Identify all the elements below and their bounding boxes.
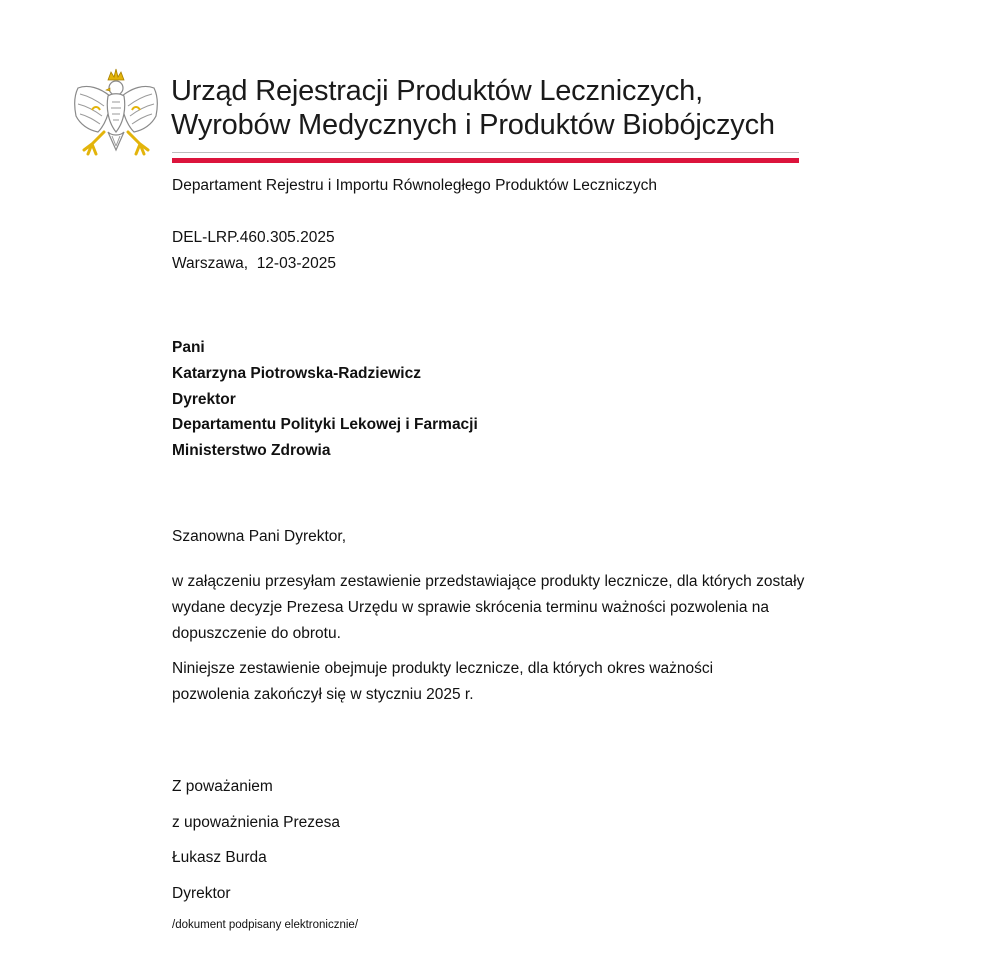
- reference-number: DEL-LRP.460.305.2025: [172, 229, 335, 246]
- header-red-rule: [172, 158, 799, 163]
- department-name: Departament Rejestru i Importu Równoległego Produktów Leczniczych: [172, 177, 658, 194]
- recipient-position: Dyrektor: [172, 391, 236, 408]
- electronic-signature-note: /dokument podpisany elektronicznie/: [172, 919, 359, 931]
- recipient-institution: Ministerstwo Zdrowia: [172, 442, 331, 459]
- organization-title-line1: Urząd Rejestracji Produktów Leczniczych,: [171, 75, 703, 107]
- letter-paragraph-1: w załączeniu przesyłam zestawienie przedstawiające produkty lecznicze, dla których zostały wydane decyzje Prezesa Urzędu w sprawie skrócenia terminu ważności pozwolenia na dopuszczenie do obrotu.: [172, 573, 805, 642]
- letter-greeting: Szanowna Pani Dyrektor,: [172, 528, 347, 545]
- recipient-department: Departamentu Polityki Lekowej i Farmacji: [172, 416, 478, 433]
- header-grey-rule: [172, 152, 799, 153]
- signature-authorization: z upoważnienia Prezesa: [172, 814, 341, 831]
- recipient-name: Katarzyna Piotrowska-Radziewicz: [172, 365, 421, 382]
- letter-paragraph-2: Niniejsze zestawienie obejmuje produkty lecznicze, dla których okres ważności pozwolenia zakończył się w styczniu 2025 r.: [172, 660, 714, 703]
- place-date: Warszawa, 12-03-2025: [172, 255, 336, 272]
- recipient-salutation: Pani: [172, 339, 205, 356]
- polish-white-eagle-emblem-icon: [70, 66, 162, 164]
- signatory-name: Łukasz Burda: [172, 849, 267, 866]
- signature-closing: Z poważaniem: [172, 778, 273, 795]
- organization-title: [171, 74, 775, 142]
- organization-title-line2: Wyrobów Medycznych i Produktów Biobójczych: [171, 109, 775, 141]
- signatory-title: Dyrektor: [172, 885, 231, 902]
